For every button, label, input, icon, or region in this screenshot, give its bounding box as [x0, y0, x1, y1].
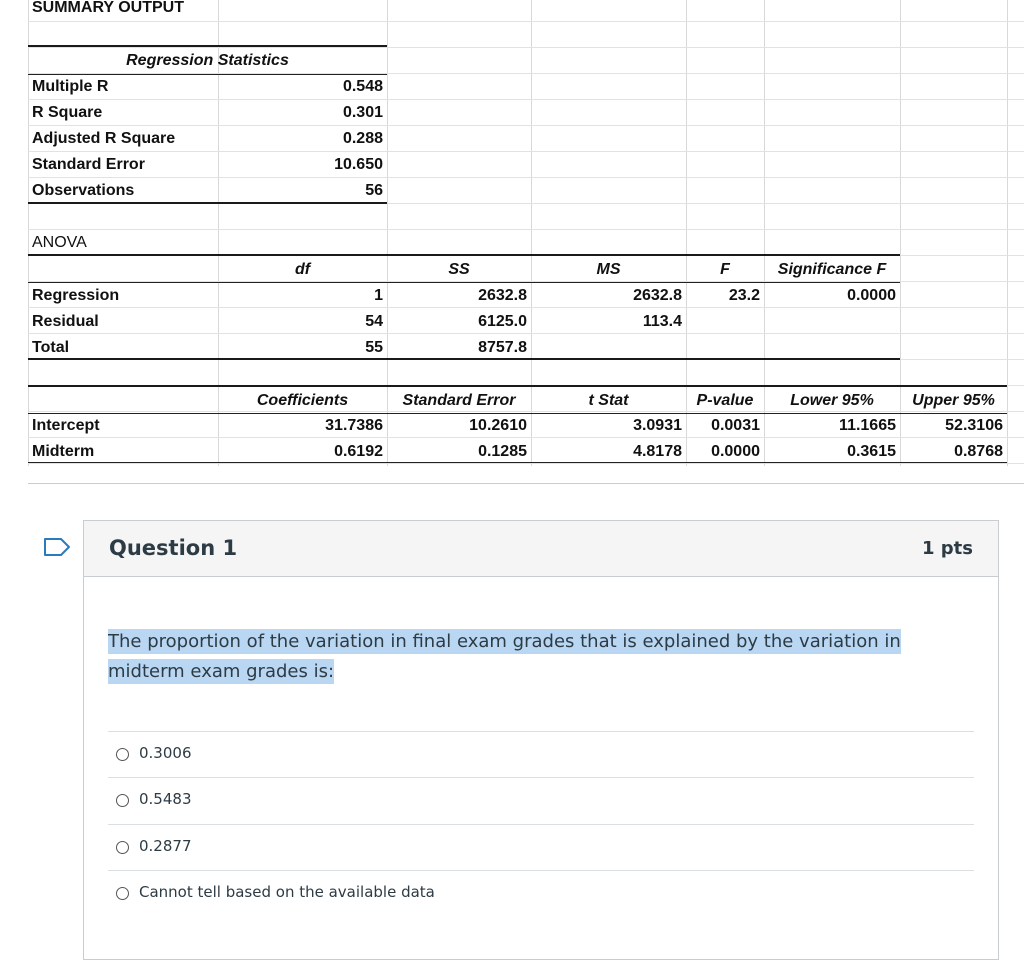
coef-header-lower-95: Lower 95%	[790, 392, 874, 409]
anova-cell: 1	[374, 287, 383, 304]
content-divider	[28, 483, 1024, 484]
coef-cell: 0.0031	[711, 417, 760, 434]
coef-cell: 52.3106	[945, 417, 1003, 434]
table-border	[28, 45, 387, 47]
coef-cell: 0.6192	[334, 443, 383, 460]
anova-cell: 23.2	[728, 287, 760, 304]
grid-line	[28, 99, 1024, 100]
grid-line	[1007, 0, 1008, 466]
table-border	[28, 385, 1007, 387]
question-text	[108, 627, 938, 687]
anova-cell: 6125.0	[478, 313, 527, 330]
stat-label: Standard Error	[32, 156, 145, 173]
anova-header-ms: MS	[596, 261, 621, 278]
anova-header-f: F	[720, 261, 730, 278]
question-header	[84, 521, 998, 577]
regression-statistics-title: Regression Statistics	[126, 52, 289, 69]
coef-cell: 0.0000	[711, 443, 760, 460]
stat-value: 0.288	[342, 130, 383, 147]
stat-label: Adjusted R Square	[32, 130, 176, 147]
answer-option[interactable]	[108, 824, 974, 871]
answer-label: 0.5483	[139, 790, 192, 808]
stat-value: 0.548	[342, 78, 383, 95]
anova-header-significance-f: Significance F	[777, 261, 887, 278]
stat-label: Multiple R	[32, 78, 109, 95]
anova-cell: 54	[365, 313, 383, 330]
bookmark-icon[interactable]	[43, 537, 71, 557]
coef-cell: 10.2610	[469, 417, 527, 434]
radio-button[interactable]	[116, 794, 129, 807]
anova-title: ANOVA	[32, 234, 87, 251]
bookmark-icon-graphic	[43, 537, 71, 557]
grid-line	[28, 229, 1024, 230]
coef-cell: 3.0931	[633, 417, 682, 434]
anova-header-df: df	[294, 261, 311, 278]
radio-button[interactable]	[116, 887, 129, 900]
stat-value: 0.301	[342, 104, 383, 121]
regression-spreadsheet	[0, 0, 1024, 470]
anova-cell: 8757.8	[478, 339, 527, 356]
anova-cell: 113.4	[642, 313, 682, 330]
coef-row-label: Intercept	[32, 417, 100, 434]
answer-label: 0.3006	[139, 744, 192, 762]
question-card	[83, 520, 999, 960]
question-text-highlighted: The proportion of the variation in final exam grades that is explained by the variation in midterm exam grades is:	[108, 631, 901, 682]
coef-header-upper-95: Upper 95%	[912, 392, 995, 409]
radio-button[interactable]	[116, 748, 129, 761]
coef-cell: 0.1285	[478, 443, 527, 460]
grid-line	[28, 151, 1024, 152]
stat-label: Observations	[32, 182, 135, 199]
anova-header-ss: SS	[448, 261, 470, 278]
coef-cell: 0.3615	[847, 443, 896, 460]
anova-cell: 2632.8	[478, 287, 527, 304]
coef-cell: 0.8768	[954, 443, 1003, 460]
coef-header-standard-error: Standard Error	[402, 392, 516, 409]
summary-title: SUMMARY OUTPUT	[32, 0, 184, 16]
coef-header-t-stat: t Stat	[588, 392, 629, 409]
coef-cell: 31.7386	[325, 417, 383, 434]
coef-cell: 11.1665	[839, 417, 896, 434]
grid-line	[28, 125, 1024, 126]
anova-row-label: Residual	[32, 313, 99, 330]
question-title: Question 1	[109, 536, 238, 560]
anova-row-label: Regression	[32, 287, 120, 304]
grid-line	[28, 21, 1024, 22]
answer-option[interactable]	[108, 731, 974, 778]
stat-label: R Square	[32, 104, 103, 121]
answer-label: 0.2877	[139, 837, 192, 855]
stat-value: 56	[365, 182, 383, 199]
anova-cell: 55	[365, 339, 383, 356]
answer-label: Cannot tell based on the available data	[139, 883, 435, 901]
answer-option[interactable]	[108, 777, 974, 824]
anova-row-label: Total	[32, 339, 70, 356]
coef-header-coefficients: Coefficients	[256, 392, 349, 409]
coef-row-label: Midterm	[32, 443, 95, 460]
anova-cell: 0.0000	[847, 287, 896, 304]
radio-button[interactable]	[116, 841, 129, 854]
grid-line	[28, 177, 1024, 178]
question-points: 1 pts	[922, 538, 973, 559]
table-border	[28, 254, 900, 256]
stat-value: 10.650	[334, 156, 383, 173]
coef-cell: 4.8178	[633, 443, 682, 460]
coef-header-p-value: P-value	[696, 392, 754, 409]
answer-option[interactable]	[108, 870, 974, 917]
anova-cell: 2632.8	[633, 287, 682, 304]
